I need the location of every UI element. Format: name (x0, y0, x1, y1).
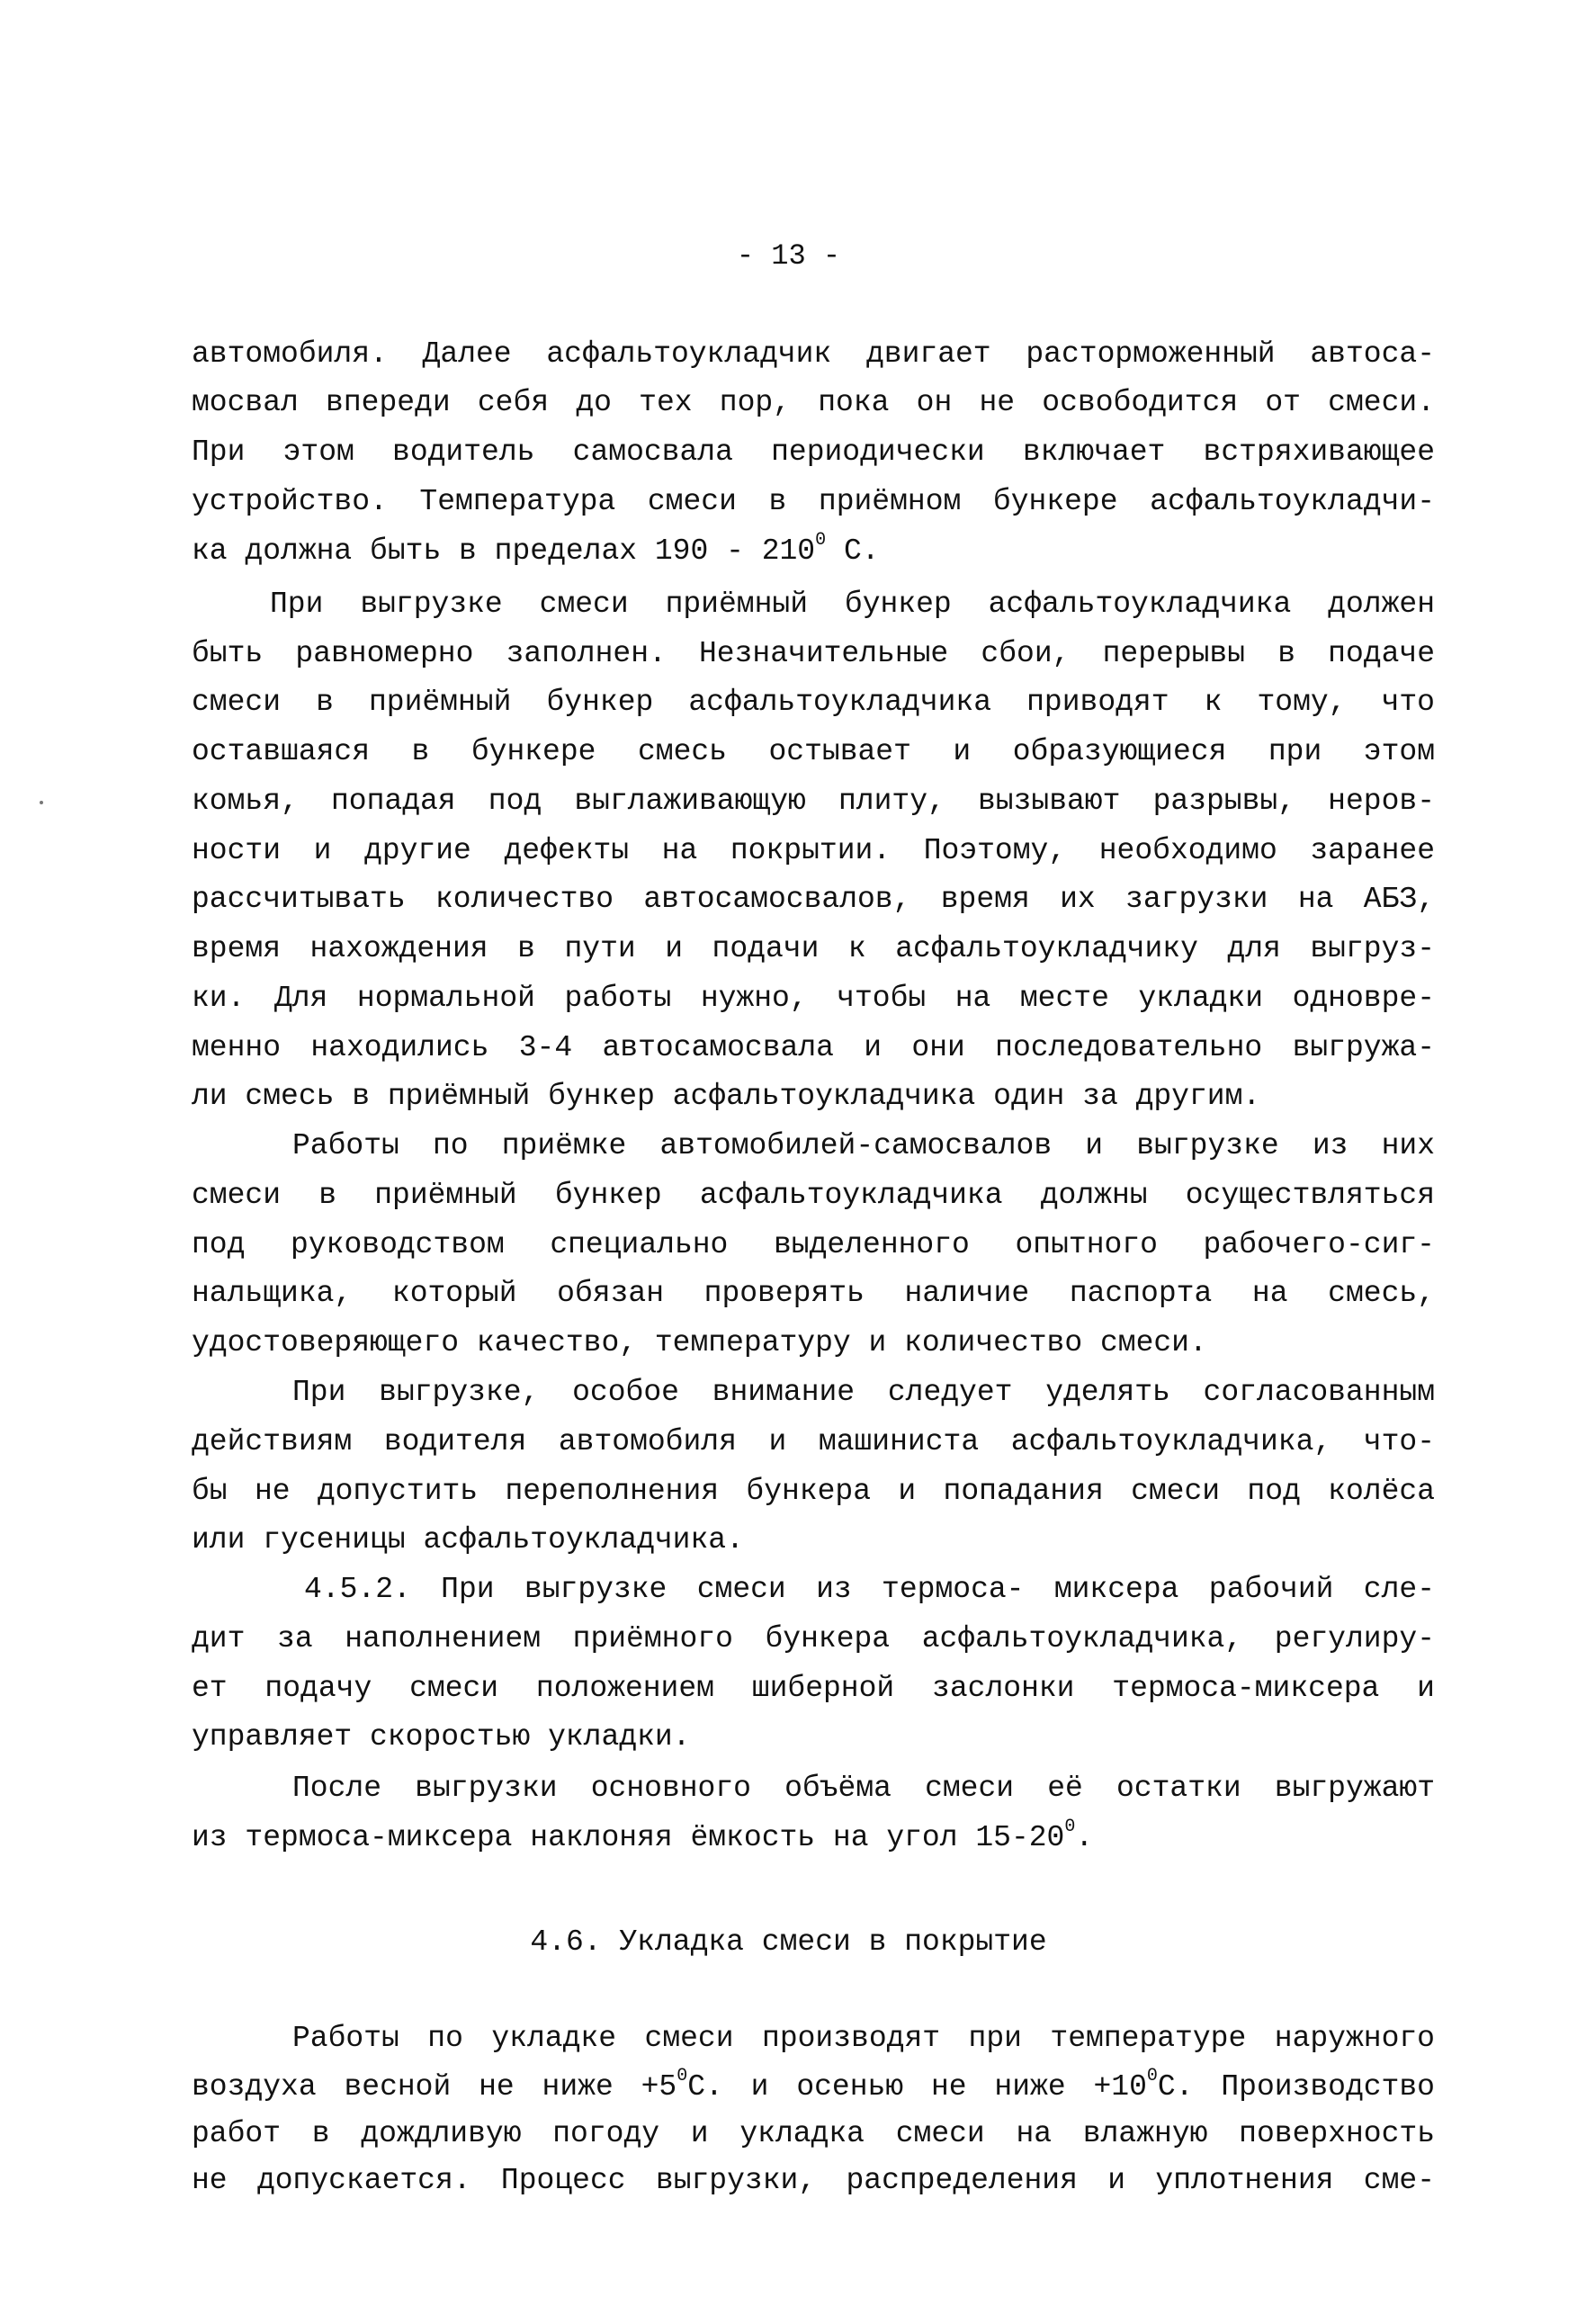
text-line: или гусеницы асфальтоукладчика. (192, 1523, 744, 1557)
text-line: автомобиля. Далее асфальтоукладчик двигает расторможенный автоса- (192, 337, 1435, 371)
text-line: работ в дождливую погоду и укладка смеси на влажную поверхность (192, 2117, 1435, 2150)
text-line: ли смесь в приёмный бункер асфальтоукладчика один за другим. (192, 1080, 1261, 1113)
text-line: ности и другие дефекты на покрытии. Поэтому, необходимо заранее (192, 834, 1435, 867)
degree-superscript: 0 (1146, 2066, 1158, 2086)
text-line: смеси в приёмный бункер асфальтоукладчика приводят к тому, что (192, 686, 1435, 719)
text-line: устройство. Температура смеси в приёмном бункере асфальтоукладчи- (192, 485, 1435, 518)
text-fragment: С. Производство (1157, 2070, 1435, 2104)
text-line: Работы по укладке смеси производят при температуре наружного (292, 2022, 1435, 2055)
text-line: дит за наполнением приёмного бункера асфальтоукладчика, регулиру- (192, 1622, 1435, 1656)
text-line: под руководством специально выделенного опытного рабочего-сиг- (192, 1228, 1435, 1261)
text-line: время нахождения в пути и подачи к асфальтоукладчику для выгруз- (192, 932, 1435, 965)
text-line: действиям водителя автомобиля и машиниста асфальтоукладчика, что- (192, 1425, 1435, 1458)
text-fragment: из термоса-миксера наклоняя ёмкость на угол 15-20 (192, 1821, 1065, 1854)
degree-superscript: 0 (1064, 1817, 1076, 1837)
text-line: 4.5.2. При выгрузке смеси из термоса- миксера рабочий сле- (304, 1573, 1435, 1606)
scan-speck (40, 801, 43, 804)
page-number: - 13 - (736, 239, 841, 273)
text-line: быть равномерно заполнен. Незначительные сбои, перерывы в подаче (192, 637, 1435, 670)
text-line: смеси в приёмный бункер асфальтоукладчика должны осуществляться (192, 1179, 1435, 1212)
text-line: рассчитывать количество автосамосвалов, время их загрузки на АБЗ, (192, 883, 1435, 916)
text-line: удостоверяющего качество, температуру и количество смеси. (192, 1326, 1207, 1359)
text-fragment: С. и осенью не ниже +10 (687, 2070, 1147, 2104)
text-line (192, 2068, 1435, 2107)
text-line: комья, попадая под выглаживающую плиту, вызывают разрывы, неров- (192, 785, 1435, 818)
text-line: После выгрузки основного объёма смеси её остатки выгружают (292, 1772, 1435, 1805)
text-fragment: . (1075, 1821, 1094, 1854)
section-heading: 4.6. Укладка смеси в покрытие (530, 1925, 1047, 1959)
text-line (192, 1818, 1435, 1858)
degree-superscript: 0 (815, 530, 827, 551)
text-line: При выгрузке, особое внимание следует уделять согласованным (292, 1376, 1435, 1409)
text-line: ет подачу смеси положением шиберной заслонки термоса-миксера и (192, 1672, 1435, 1705)
text-fragment: воздуха весной не ниже +5 (192, 2070, 677, 2104)
text-line: нальщика, который обязан проверять наличие паспорта на смесь, (192, 1277, 1435, 1310)
text-line: управляет скоростью укладки. (192, 1720, 691, 1754)
text-line: менно находились 3-4 автосамосвала и они последовательно выгружа- (192, 1031, 1435, 1064)
text-line (192, 532, 1435, 571)
text-line: не допускается. Процесс выгрузки, распределения и уплотнения сме- (192, 2164, 1435, 2197)
text-line: оставшаяся в бункере смесь остывает и образующиеся при этом (192, 735, 1435, 768)
text-line: бы не допустить переполнения бункера и попадания смеси под колёса (192, 1475, 1435, 1508)
text-line: Работы по приёмке автомобилей-самосвалов и выгрузке из них (292, 1129, 1435, 1162)
text-fragment: ка должна быть в пределах 190 - 210 (192, 534, 816, 568)
degree-superscript: 0 (676, 2066, 688, 2086)
text-fragment: С. (826, 534, 880, 568)
text-line: мосвал впереди себя до тех пор, пока он не освободится от смеси. (192, 386, 1435, 419)
text-line: При этом водитель самосвала периодически включает встряхивающее (192, 435, 1435, 469)
text-line: При выгрузке смеси приёмный бункер асфальтоукладчика должен (270, 588, 1435, 621)
text-line: ки. Для нормальной работы нужно, чтобы на месте укладки одновре- (192, 982, 1435, 1015)
